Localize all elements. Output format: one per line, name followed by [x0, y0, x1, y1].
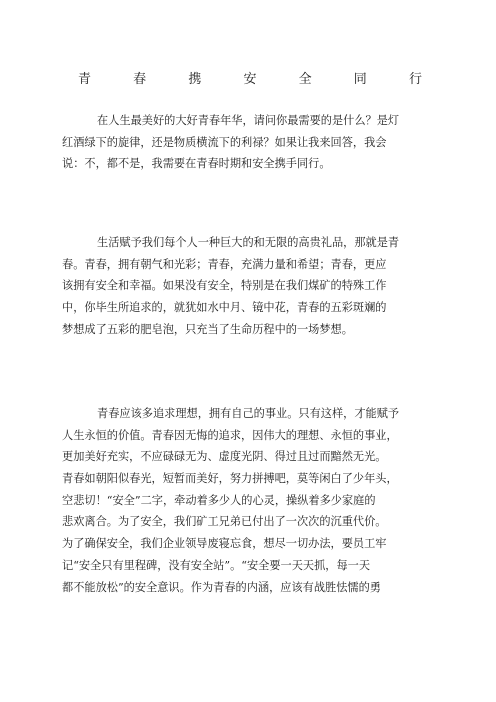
paragraph-line: 都不能放松”的安全意识。作为青春的内涵，应该有战胜怯懦的勇: [62, 580, 381, 594]
paragraph-line: 梦想成了五彩的肥皂泡，只充当了生命历程中的一场梦想。: [62, 322, 353, 336]
document-title: [78, 72, 422, 88]
title-char: 安: [243, 72, 257, 87]
paragraph-line: 悲欢离合。为了安全，我们矿工兄弟已付出了一次次的沉重代价。: [62, 515, 387, 529]
paragraph-line: 更加美好充实，不应碌碌无为、虚度光阴、得过且过而黯然无光。: [62, 450, 387, 464]
paragraph-2: [62, 232, 434, 340]
paragraph-line: 该拥有安全和幸福。如果没有安全，特别是在我们煤矿的特殊工作: [62, 279, 387, 293]
paragraph-line: 空悲切！“安全”二字，牵动着多少人的心灵，操纵着多少家庭的: [62, 493, 376, 507]
paragraph-line: 青春应该多追求理想，拥有自己的事业。只有这样，才能赋予: [97, 407, 400, 420]
paragraph-line: 春。青春，拥有朝气和光彩；青春，充满力量和希望；青春，更应: [62, 257, 387, 271]
paragraph-line: 说：不，都不是，我需要在青春时期和安全携手同行。: [62, 157, 331, 171]
paragraph-line: 人生永恒的价值。青春因无悔的追求，因伟大的理想、永恒的事业，: [62, 428, 398, 442]
paragraph-1: [62, 110, 434, 175]
paragraph-line: 在人生最美好的大好青春年华，请问你最需要的是什么？是灯: [97, 114, 400, 127]
title-char: 青: [78, 72, 92, 87]
paragraph-line: 记“安全只有里程碑，没有安全站”。“安全要一天天抓，每一天: [62, 558, 371, 572]
title-char: 行: [408, 72, 422, 87]
title-char: 春: [133, 72, 147, 87]
title-char: 全: [298, 72, 312, 87]
paragraph-line: 青春如朝阳似春光，短暂而美好，努力拼搏吧，莫等闲白了少年头，: [62, 472, 398, 486]
paragraph-line: 生活赋予我们每个人一种巨大的和无限的高贵礼品，那就是青: [97, 236, 400, 249]
paragraph-line: 红酒绿下的旋律，还是物质横流下的利禄？如果让我来回答，我会: [62, 135, 387, 149]
paragraph-line: 中，你毕生所追求的，就犹如水中月、镜中花，青春的五彩斑斓的: [62, 301, 387, 315]
title-char: 携: [188, 72, 202, 87]
title-char: 同: [353, 72, 367, 87]
paragraph-3: [62, 403, 434, 598]
paragraph-line: 为了确保安全，我们企业领导废寝忘食，想尽一切办法，要员工牢: [62, 537, 387, 551]
